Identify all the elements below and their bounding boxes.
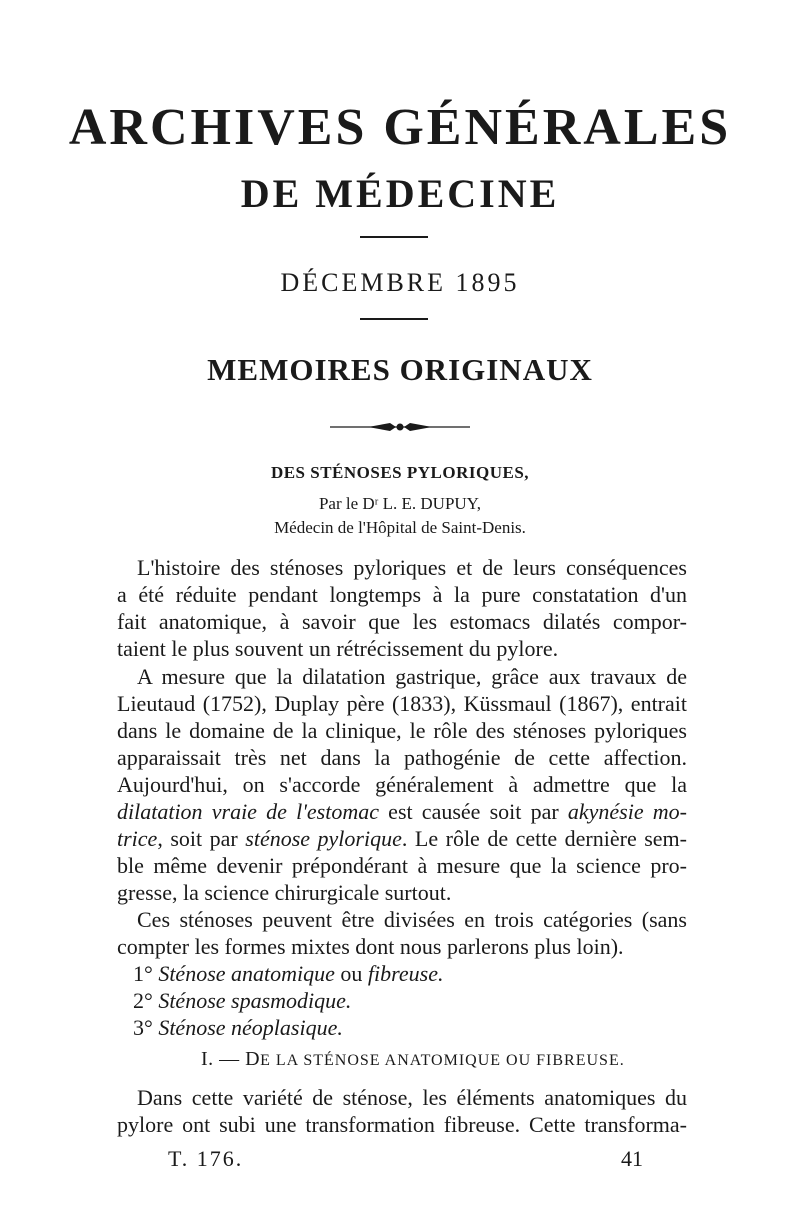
body-line: dans le domaine de la clinique, le rôle des sténoses pyloriques <box>117 718 687 743</box>
body-line: taient le plus souvent un rétrécissement du pylore. <box>117 636 559 661</box>
italic-term: dilatation vraie de l'estomac <box>117 799 379 824</box>
body-line: ble même devenir prépondérant à mesure que la science pro- <box>117 853 687 878</box>
journal-title: ARCHIVES GÉNÉRALES <box>68 99 732 156</box>
article-affiliation: Médecin de l'Hôpital de Saint-Denis. <box>274 518 526 537</box>
article-title: DES STÉNOSES PYLORIQUES, <box>270 463 530 482</box>
list-item: 3° Sténose néoplasique. <box>133 1015 343 1040</box>
body-line: Lieutaud (1752), Duplay père (1833), Küssmaul (1867), entrait <box>117 691 687 716</box>
body-line: a été réduite pendant longtemps à la pure constatation d'un <box>117 582 687 607</box>
header-rule-top <box>360 236 428 238</box>
section-title: MEMOIRES ORIGINAUX <box>207 352 593 387</box>
body-line: A mesure que la dilatation gastrique, grâce aux travaux de <box>137 664 687 689</box>
issue-date: DÉCEMBRE 1895 <box>280 268 520 297</box>
italic-term: trice <box>117 826 158 851</box>
body-line: gresse, la science chirurgicale surtout. <box>117 880 452 905</box>
body-line: fait anatomique, à savoir que les estomacs dilatés compor- <box>117 609 687 634</box>
list-item: 2° Sténose spasmodique. <box>133 988 352 1013</box>
ornament-divider-icon <box>330 417 470 437</box>
italic-term: akynésie mo- <box>567 799 688 824</box>
body-line: Aujourd'hui, on s'accorde généralement à admettre que la <box>117 772 687 797</box>
volume-number: T. 176. <box>168 1146 244 1171</box>
subsection-heading: I. — DE LA STÉNOSE ANATOMIQUE OU FIBREUSE. <box>201 1048 625 1070</box>
italic-term: sténose pylorique <box>245 826 402 851</box>
article-byline: Par le Dʳ L. E. DUPUY, <box>318 494 482 513</box>
journal-subtitle: DE MÉDECINE <box>240 171 560 216</box>
list-item: 1° Sténose anatomique ou fibreuse. <box>133 961 444 986</box>
body-line: L'histoire des sténoses pyloriques et de leurs conséquences <box>137 555 687 580</box>
body-line: Dans cette variété de sténose, les éléments anatomiques du <box>137 1085 687 1110</box>
body-line: compter les formes mixtes dont nous parlerons plus loin). <box>117 934 624 959</box>
body-line: apparaissait très net dans la pathogénie de cette affection. <box>117 745 687 770</box>
body-line: trice, soit par sténose pylorique. Le rôle de cette dernière sem- <box>117 826 687 851</box>
header-rule-bottom <box>360 318 428 320</box>
body-line: Ces sténoses peuvent être divisées en trois catégories (sans <box>137 907 687 932</box>
body-line: pylore ont subi une transformation fibreuse. Cette transforma- <box>117 1112 687 1137</box>
page-number: 41 <box>621 1146 643 1171</box>
body-line: dilatation vraie de l'estomac est causée soit par akynésie mo- <box>117 799 688 824</box>
